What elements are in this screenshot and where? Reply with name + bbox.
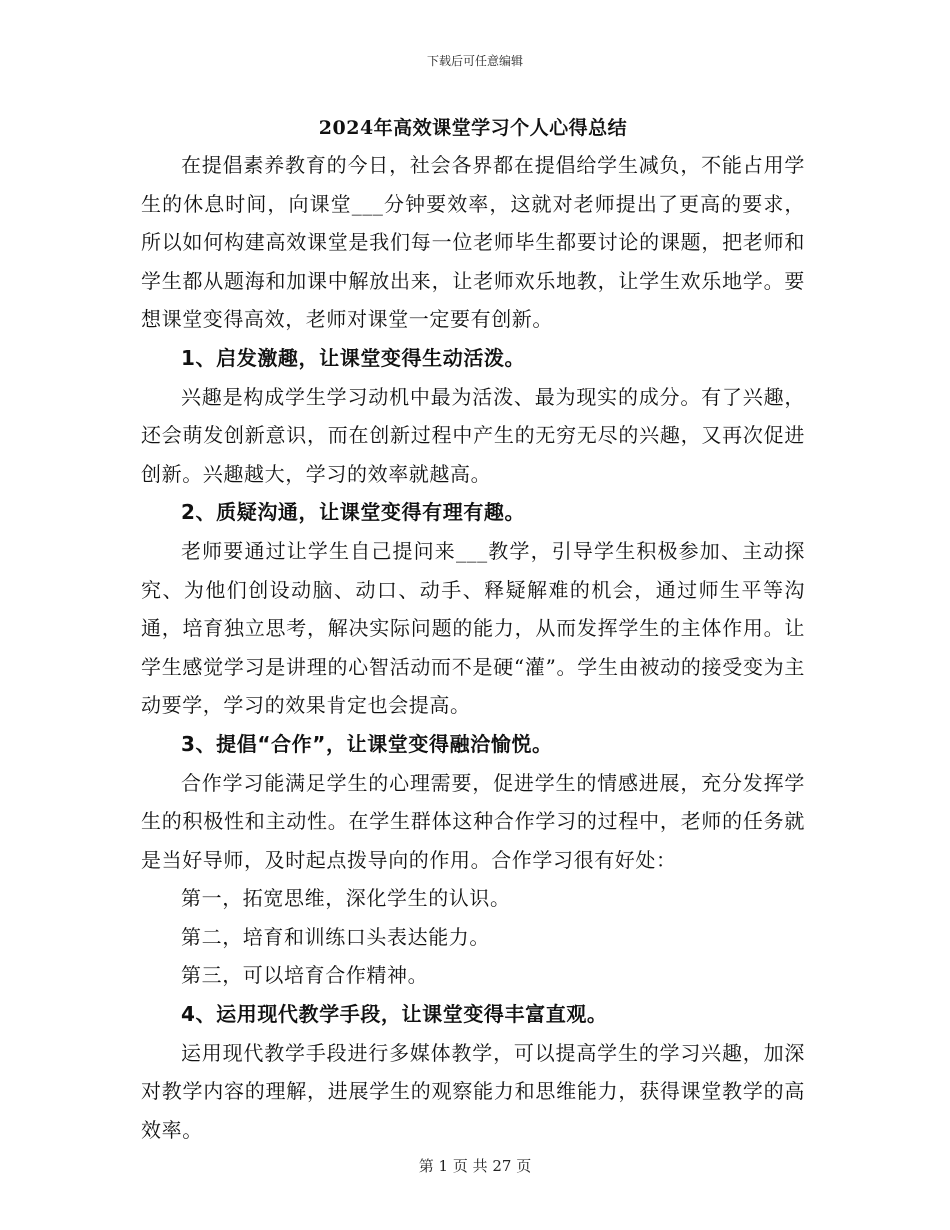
section-4-paragraph: 运用现代教学手段进行多媒体教学，可以提高学生的学习兴趣，加深对教学内容的理解，进展学生的观察能力和思维能力，获得课堂教学的高效率。 [141, 1040, 805, 1142]
document-body [141, 110, 805, 1149]
section-3-point-1: 第一，拓宽思维，深化学生的认识。 [181, 886, 511, 911]
section-heading-2: 2、质疑沟通，让课堂变得有理有趣。 [181, 500, 526, 525]
section-2-paragraph: 老师要通过让学生自己提问来___教学，引导学生积极参加、主动探究、为他们创设动脑、动口、动手、释疑解难的机会，通过师生平等沟通，培育独立思考，解决实际问题的能力，从而发挥学生的主体作用。让学生感觉学习是讲理的心智活动而不是硬“灌”。学生由被动的接受变为主动要学，学习的效果肯定也会提高。 [141, 538, 805, 718]
intro-paragraph: 在提倡素养教育的今日，社会各界都在提倡给学生减负，不能占用学生的休息时间，向课堂___分钟要效率，这就对老师提出了更高的要求，所以如何构建高效课堂是我们每一位老师毕生都要讨论的课题，把老师和学生都从题海和加课中解放出来，让老师欢乐地教，让学生欢乐地学。要想课堂变得高效，老师对课堂一定要有创新。 [141, 153, 805, 332]
section-heading-4: 4、运用现代教学手段，让课堂变得丰富直观。 [181, 1002, 608, 1027]
section-3-paragraph: 合作学习能满足学生的心理需要，促进学生的情感进展，充分发挥学生的积极性和主动性。在学生群体这种合作学习的过程中，老师的任务就是当好导师，及时起点拨导向的作用。合作学习很有好处： [141, 770, 805, 872]
section-heading-3: 3、提倡“合作”，让课堂变得融洽愉悦。 [181, 731, 553, 756]
header-note: 下载后可任意编辑 [426, 54, 523, 68]
section-heading-1: 1、启发激趣，让课堂变得生动活泼。 [181, 345, 526, 370]
section-1-paragraph: 兴趣是构成学生学习动机中最为活泼、最为现实的成分。有了兴趣，还会萌发创新意识，而在创新过程中产生的无穷无尽的兴趣，又再次促进创新。兴趣越大，学习的效率就越高。 [141, 384, 805, 486]
section-3-point-3: 第三，可以培育合作精神。 [181, 963, 429, 988]
section-3-point-2: 第二，培育和训练口头表达能力。 [181, 924, 490, 949]
page-number: 第 1 页 共 27 页 [418, 1157, 532, 1175]
document-title: 2024年高效课堂学习个人心得总结 [318, 117, 628, 139]
